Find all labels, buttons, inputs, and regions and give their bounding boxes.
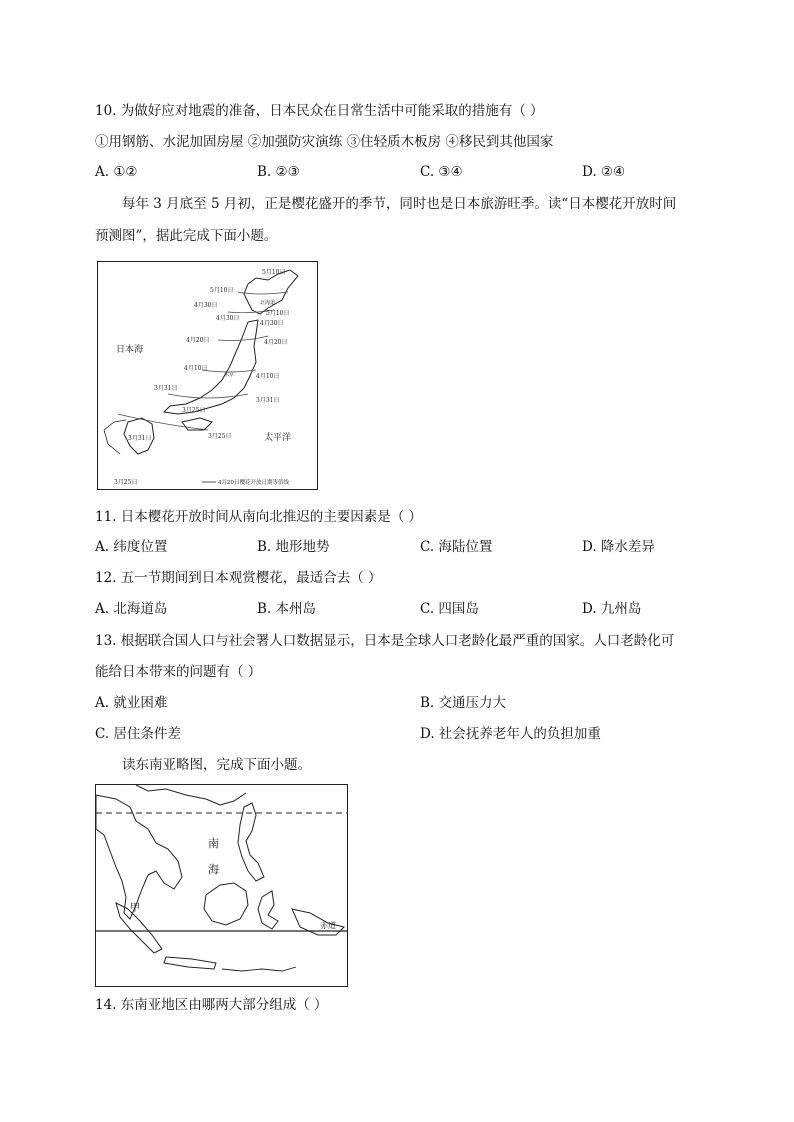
map-label-hai: 海 — [208, 863, 219, 876]
isoline-date: 5月10日 — [266, 310, 290, 317]
isoline-date: 3月25日 — [182, 407, 206, 414]
q10-option-c[interactable]: C. ③④ — [420, 164, 463, 180]
isoline-date: 4月30日 — [260, 320, 284, 327]
intro-sea-map: 读东南亚略图，完成下面小题。 — [122, 757, 311, 773]
isoline-date: 4月30日 — [216, 315, 240, 322]
q11-option-d[interactable]: D. 降水差异 — [582, 539, 655, 555]
borneo-outline — [204, 883, 248, 925]
map-label-jia: 甲 — [130, 903, 140, 914]
q12-option-d[interactable]: D. 九州岛 — [582, 601, 642, 617]
map-label-equator: 赤道 — [320, 921, 336, 930]
q13-option-b[interactable]: B. 交通压力大 — [420, 695, 507, 711]
q12-option-c[interactable]: C. 四国岛 — [420, 601, 479, 617]
q10-option-b[interactable]: B. ②③ — [257, 164, 300, 180]
philippines-outline — [238, 803, 264, 881]
isoline-date: 4月20日 — [264, 339, 288, 346]
q14-stem: 14. 东南亚地区由哪两大部分组成（ ） — [95, 997, 328, 1013]
isoline-date: 3月31日 — [128, 435, 152, 442]
q11-option-a[interactable]: A. 纬度位置 — [95, 539, 168, 555]
q13-option-c[interactable]: C. 居住条件差 — [95, 726, 181, 742]
q13-stem-line2: 能给日本带来的问题有（ ） — [95, 664, 262, 680]
q13-option-d[interactable]: D. 社会抚养老年人的负担加重 — [420, 726, 601, 742]
map-label-tokyo: 东京 — [224, 372, 235, 378]
isoline-date: 5月10日 — [210, 287, 234, 294]
japan-cherry-blossom-map — [97, 261, 318, 490]
q13-option-a[interactable]: A. 就业困难 — [95, 695, 168, 711]
intro-japan-line1: 每年 3 月底至 5 月初，正是樱花盛开的季节，同时也是日本旅游旺季。读“日本樱花开放时间 — [122, 196, 677, 212]
q11-stem: 11. 日本樱花开放时间从南向北推迟的主要因素是（ ） — [95, 509, 423, 525]
map-label-hokkaido: 北海道 — [260, 300, 276, 306]
isoline-date: 3月31日 — [256, 397, 280, 404]
isoline-date: 3月25日 — [208, 433, 232, 440]
q13-stem-line1: 13. 根据联合国人口与社会署人口数据显示，日本是全球人口老龄化最严重的国家。人口老龄化可 — [95, 633, 675, 649]
shikoku-outline — [182, 418, 212, 430]
map-label-sea-of-japan: 日本海 — [116, 345, 144, 355]
isoline-date: 3月25日 — [114, 479, 138, 486]
mainland-outline — [96, 795, 182, 919]
q10-stem: 10. 为做好应对地震的准备，日本民众在日常生活中可能采取的措施有（ ） — [95, 103, 544, 119]
isoline-date: 4月20日 — [186, 337, 210, 344]
intro-japan-line2: 预测图”，据此完成下面小题。 — [95, 228, 278, 244]
q12-stem: 12. 五一节期间到日本观赏樱花，最适合去（ ） — [95, 570, 382, 586]
q12-option-b[interactable]: B. 本州岛 — [257, 601, 317, 617]
map-label-pacific: 太平洋 — [264, 433, 292, 443]
isoline-date: 4月10日 — [256, 373, 280, 380]
q11-option-c[interactable]: C. 海陆位置 — [420, 539, 493, 555]
hokkaido-outline — [244, 270, 298, 314]
southeast-asia-map — [95, 784, 348, 987]
q10-option-a[interactable]: A. ①② — [95, 164, 138, 180]
isoline-date: 5月10日 — [262, 269, 286, 276]
q10-statements: ①用钢筋、水泥加固房屋 ②加强防灾演练 ③住轻质木板房 ④移民到其他国家 — [95, 134, 554, 150]
q12-option-a[interactable]: A. 北海道岛 — [95, 601, 168, 617]
isoline-date: 4月30日 — [194, 302, 218, 309]
honshu-outline — [164, 320, 258, 414]
map-legend: 4月20日樱花开放日期等值线 — [218, 480, 289, 486]
q11-option-b[interactable]: B. 地形地势 — [257, 539, 330, 555]
q10-option-d[interactable]: D. ②④ — [582, 164, 626, 180]
map-label-nan: 南 — [208, 837, 219, 850]
isoline-date: 3月31日 — [154, 385, 178, 392]
isoline-date: 4月10日 — [184, 365, 208, 372]
java-outline — [164, 957, 216, 969]
